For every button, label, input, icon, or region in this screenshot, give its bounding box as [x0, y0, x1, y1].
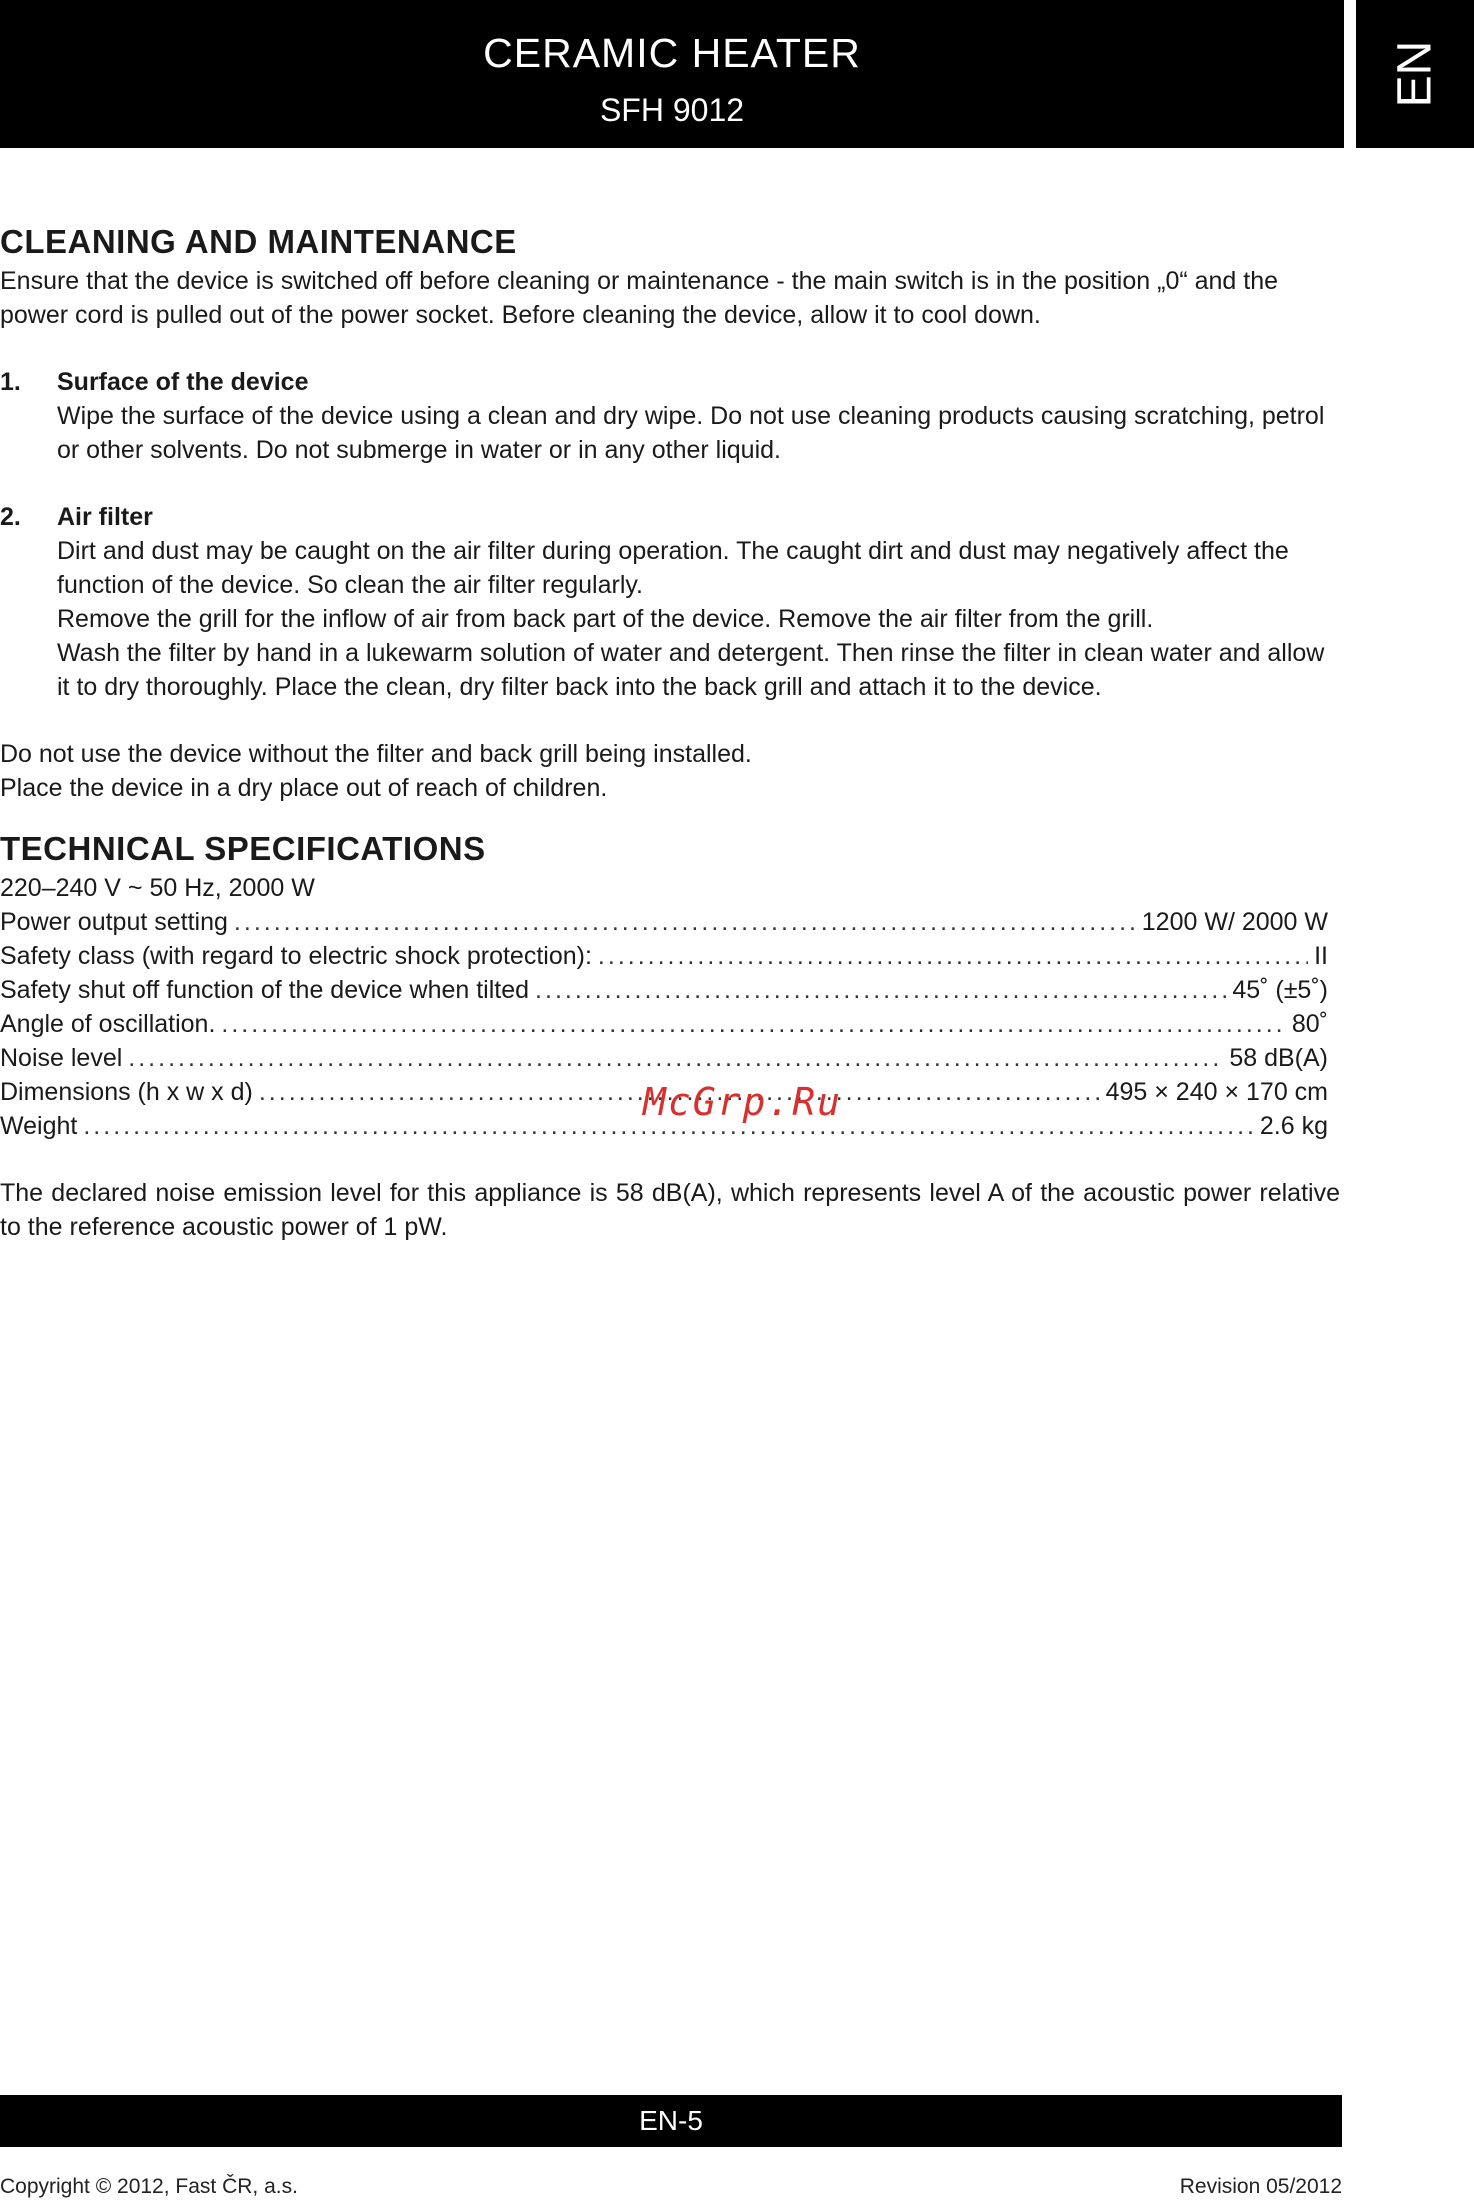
cleaning-heading: CLEANING AND MAINTENANCE [0, 223, 517, 260]
spec-value: 1200 W/ 2000 W [1141, 908, 1328, 936]
spec-label: Safety shut off function of the device when tilted [0, 976, 530, 1004]
spec-value: 80˚ [1291, 1010, 1328, 1038]
header-bar [0, 0, 1344, 148]
watermark: McGrp.Ru [643, 1080, 843, 1124]
model-number: SFH 9012 [599, 92, 745, 128]
spec-label: Safety class (with regard to electric shock protection): [0, 942, 592, 970]
spec-label: Noise level [0, 1044, 123, 1072]
item-paragraph: Remove the grill for the inflow of air from back part of the device. Remove the air filter from the grill. [57, 605, 1154, 633]
list-item [0, 365, 1340, 467]
item-title: Air filter [57, 503, 153, 531]
document-title: CERAMIC HEATER [483, 30, 861, 76]
spec-row [0, 905, 1328, 939]
list-item [0, 500, 1340, 704]
language-label: EN [1388, 40, 1442, 108]
spec-value: 58 dB(A) [1229, 1044, 1328, 1072]
spec-value: 495 × 240 × 170 cm [1105, 1078, 1328, 1106]
spec-row [0, 973, 1328, 1007]
spec-label: Weight [0, 1112, 78, 1140]
item-number: 1. [0, 368, 21, 396]
spec-value: II [1314, 942, 1328, 970]
spec-row [0, 1007, 1328, 1041]
cleaning-intro: Ensure that the device is switched off before cleaning or maintenance - the main switch is in the position „0“ and the power cord is pulled out of the power socket. Before cleaning the device, allow it to cool down. [0, 267, 1279, 329]
power-supply: 220–240 V ~ 50 Hz, 2000 W [0, 874, 315, 902]
revision: Revision 05/2012 [1179, 2175, 1342, 2198]
specs-heading: TECHNICAL SPECIFICATIONS [0, 830, 486, 867]
note: Place the device in a dry place out of reach of children. [0, 774, 608, 802]
item-paragraph: Wipe the surface of the device using a clean and dry wipe. Do not use cleaning products causing scratching, petrol or other solvents. Do not submerge in water or in any other liquid. [57, 402, 1325, 464]
spec-label: Angle of oscillation. [0, 1010, 216, 1038]
copyright: Copyright © 2012, Fast ČR, a.s. [0, 2175, 298, 2198]
item-number: 2. [0, 503, 21, 531]
spec-value: 2.6 kg [1259, 1112, 1328, 1140]
spec-label: Power output setting [0, 908, 228, 936]
spec-value: 45˚ (±5˚) [1232, 976, 1328, 1004]
item-title: Surface of the device [57, 368, 309, 396]
spec-label: Dimensions (h x w x d) [0, 1078, 253, 1106]
item-paragraph: Wash the filter by hand in a lukewarm solution of water and detergent. Then rinse the filter in clean water and allow it to dry thoroughly. Place the clean, dry filter back into the back grill and attach it to the device. [57, 639, 1325, 701]
note: Do not use the device without the filter and back grill being installed. [0, 740, 752, 768]
noise-note: The declared noise emission level for this appliance is 58 dB(A), which represents level A of the acoustic power relative to the reference acoustic power of 1 pW. [0, 1179, 1340, 1241]
page-number-bar [0, 2095, 1342, 2147]
item-paragraph: Dirt and dust may be caught on the air filter during operation. The caught dirt and dust may negatively affect the function of the device. So clean the air filter regularly. [57, 537, 1289, 599]
spec-row [0, 939, 1328, 973]
spec-row [0, 1041, 1328, 1075]
page-number: EN-5 [639, 2105, 703, 2136]
language-tab [1356, 0, 1474, 148]
